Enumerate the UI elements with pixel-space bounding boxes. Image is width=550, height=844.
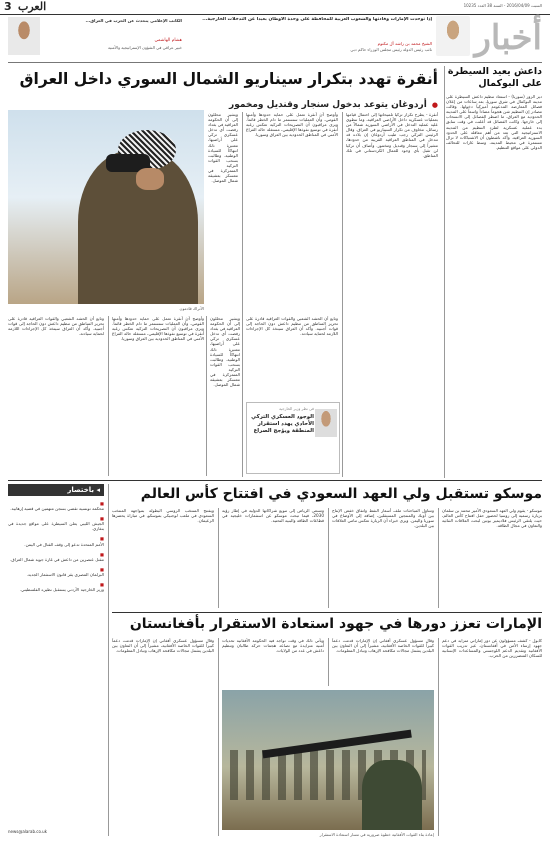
section-title: أخبار — [474, 18, 542, 58]
main-subheadline: أردوغان يتوعد بدخول سنجار وقنديل ومخمور — [229, 100, 427, 110]
newspaper-logo: العرب — [18, 0, 47, 13]
brief-column — [8, 484, 104, 836]
brief-item — [8, 567, 104, 577]
uae-col-rule-2 — [328, 638, 329, 686]
brief-item-text: الأمم المتحدة تدعو إلى وقف القتال في اليمن. — [24, 541, 104, 547]
main-col-rule-1 — [342, 112, 343, 477]
brief-title — [8, 484, 104, 496]
uae-body-col3: ويأتي ذلك في وقت تواجه فيه الحكومة الأفغانية تحديات أمنية متزايدة مع تصاعد هجمات حركة طالبان وتنظيم داعش في عدد من الولايات. — [222, 638, 324, 654]
main-headline: أنقرة تهدد بتكرار سيناريو الشمال السوري داخل العراق — [19, 70, 438, 88]
main-body-col6: ويشير محللون إلى أن الحكومة العراقية في بغداد رفضت أي تدخل عسكري تركي على أراضيها، معتبرة ذلك انتهاكاً للسيادة الوطنية. وطالبت بسحب القوات التركية المتمركزة في معسكر بعشيقة شمال الموصل. — [210, 316, 240, 388]
main-body-col1: أنقرة - يطرح تكرار تركيا تلميحاتها إلى احتمال قيامها بعمليات عسكرية داخل الأراضي العراقية، وما تنطوي عليه عملية التدخل في الأراضي السورية شمالاً من رسائل، مخاوف من تكرار السيناريو في العراق. وقال الرئيس التركي رجب طيب أردوغان إن بلاده قد تتدخل في المناطق العراقية القريبة من حدودها، مشيراً إلى سنجار وقنديل ومخمور. وأضاف أن تركيا لن تقبل بأي وجود للعمال الكردستاني في تلك المناطق. — [346, 112, 438, 158]
main-photo — [8, 110, 204, 304]
uae-col-rule-1 — [438, 638, 439, 836]
soldier-face — [136, 168, 164, 190]
gunner-figure — [362, 760, 422, 830]
brief-bullet-icon: ■ — [100, 501, 104, 506]
main-col-rule-4 — [206, 316, 207, 476]
page-number: 3 — [4, 0, 12, 13]
uae-body-col4: وقال مسؤول عسكري أفغاني إن الإمارات قدمت دعماً كبيراً للقوات الخاصة الأفغانية، مشيراً إلى أن التعاون بين البلدين يشمل مجالات مكافحة الإرهاب وتبادل المعلومات. — [112, 638, 214, 654]
brief-bullet-icon: ■ — [100, 582, 104, 588]
uae-body-col2: وقال مسؤول عسكري أفغاني إن الإمارات قدمت دعماً كبيراً للقوات الخاصة الأفغانية، مشيراً إلى أن التعاون بين البلدين يشمل مجالات مكافحة الإرهاب وتبادل المعلومات. — [332, 638, 434, 654]
columnist-portrait — [8, 17, 40, 55]
brief-item-text: محكمة تونسية تقضي بسجن متهمين في قضية إرهابية. — [10, 506, 104, 512]
brief-item — [8, 552, 104, 562]
brief-title-text: باختصار — [67, 486, 95, 494]
date-line: السبت 2016/04/09 - السنة 38 العدد 10235 — [463, 3, 542, 8]
moscow-body-col2: وتتناول المباحثات ملف أسعار النفط واتفاق خفض الإنتاج بين أوبك والمنتجين المستقلين، إضافة إلى الأوضاع في سوريا واليمن. ويرى خبراء أن الزيارة تعكس تنامي العلاقات بين البلدين. — [332, 508, 434, 529]
moscow-col-rule-3 — [218, 508, 219, 608]
brief-item-text: مقتل عنصرين من داعش في غارة جوية شمال العراق. — [10, 556, 104, 562]
brief-item — [8, 501, 104, 511]
brief-item-text: الجيش الليبي يعلن السيطرة على مواقع جديدة في بنغازي. — [8, 521, 104, 532]
masthead-divider — [8, 62, 542, 63]
side-story-headline: داعش يعيد السيطرة على البوكمال — [447, 66, 542, 89]
moscow-body-col4: ويفتتح المنتخب الروسي البطولة بمواجهة المنتخب السعودي في ملعب لوجنيكي بموسكو، في مباراة يحضرها الزعيمان. — [112, 508, 214, 524]
main-photo-caption: الأتراك قادمون — [179, 306, 204, 311]
main-story-divider — [8, 480, 542, 481]
side-column-rule — [444, 66, 445, 478]
top-columnist-block — [8, 16, 183, 60]
top-quote-author: الشيخ محمد بن راشد آل مكتوم — [377, 41, 432, 46]
uae-col-rule-3 — [218, 638, 219, 836]
moscow-col-rule-1 — [438, 508, 439, 608]
uae-photo-caption: إعادة بناء القوات الأفغانية خطوة ضرورية في مسار استعادة الاستقرار — [319, 832, 434, 837]
brief-item-text: وزير الخارجية الأردني يستقبل نظيره الفلسطيني. — [19, 587, 104, 593]
main-body-col2: وأوضح أن أنقرة تعمل على حماية حدودها وأمنها القومي، وأن العمليات ستستمر ما دام الخطر قائماً. ويرى مراقبون أن التصريحات التركية تعكس رغبة أنقرة في توسيع نفوذها الإقليمي، مستغلة حالة الفراغ الأمني في المناطق الحدودية بين العراق وسوريا. — [246, 112, 338, 138]
columnist-name: هشام الهاشمي — [154, 38, 182, 43]
brief-list — [8, 501, 104, 821]
top-quote-author-title: نائب رئيس الدولة رئيس مجلس الوزراء حاكم دبي — [350, 47, 432, 52]
columnist-quote: الكاتب الإعلامي يتحدث عن الحرب في العراق... — [85, 18, 182, 23]
uae-photo — [222, 690, 434, 830]
columnist-title: خبير عراقي في الشؤون الإستراتيجية والأمنية — [107, 45, 182, 50]
side-story — [446, 66, 542, 478]
inset-quote-label: في نظر وزير الخارجية — [279, 406, 314, 411]
top-quote-text: إذا توحدت الإمارات وقادتها والشعوب العربية للمحافظة على وحدة الأوطان بعيداً عن التدخلات الخارجية... — [202, 17, 432, 22]
brief-item — [8, 582, 104, 592]
uae-body-col1: كابول - كشف مسؤولون عن دور إماراتي متزايد في دعم جهود إرساء الأمن في أفغانستان، عبر تدريب القوات الأفغانية وتقديم الدعم اللوجستي والمساعدات الإنسانية للسكان المتضررين من الحرب. — [442, 638, 542, 659]
subheadline-bullet-icon: ● — [431, 101, 438, 109]
brief-item — [8, 536, 104, 546]
moscow-divider — [112, 612, 542, 613]
brief-item-text: البرلمان المصري يقر قانون الاستثمار الجديد. — [26, 571, 104, 577]
brief-bullet-icon: ■ — [100, 551, 104, 557]
moscow-body-col1: موسكو - يقوم ولي العهد السعودي الأمير محمد بن سلمان بزيارة رسمية إلى روسيا لحضور حفل افتتاح كأس العالم، حيث يلتقي الرئيس فلاديمير بوتين لبحث العلاقات الثنائية والتعاون في مجال الطاقة. — [442, 508, 542, 529]
main-body-col7: وتابع أن الحشد الشعبي والقوات العراقية قادرة على تحرير المناطق من تنظيم داعش دون الحاجة إلى قوات أجنبية. وأكد أن العراق سيتخذ كل الإجراءات اللازمة لحماية سيادته. — [246, 316, 338, 337]
inset-quote-box — [246, 402, 340, 474]
main-col-rule-2 — [242, 112, 243, 477]
moscow-headline: موسكو تستقبل ولي العهد السعودي في افتتاح كأس العالم — [140, 486, 542, 502]
uae-headline: الإمارات تعزز دورها في جهود استعادة الاستقرار بأفغانستان — [129, 616, 542, 632]
brief-item — [8, 516, 104, 531]
side-story-body: دير الزور (سوريا) - استعاد تنظيم داعش السيطرة على مدينة البوكمال في شرق سوريا، بعد ساعات من إعلان فصائل المعارضة المدعومة أميركياً دخولها. وقالت مصادر إن التنظيم شن هجوماً مضاداً واسعاً على المدينة الحدودية مع العراق، ما اضطر الفصائل إلى الانسحاب إلى خارجها. وكانت الفصائل قد أعلنت في وقت سابق بدء عملية عسكرية لطرد التنظيم من المدينة الاستراتيجية التي تعد من أهم معاقله على الحدود السورية العراقية. وأكد ناشطون أن الاشتباكات لا تزال مستمرة في محيط المدينة، وسط غارات للتحالف الدولي على مواقع التنظيم. — [446, 94, 542, 150]
brief-bullet-icon: ■ — [100, 566, 104, 572]
brief-email[interactable]: news@alarab.co.uk — [8, 829, 47, 834]
main-body-col3: ويشير محللون إلى أن الحكومة العراقية في بغداد رفضت أي تدخل عسكري تركي على أراضيها، معتبرة ذلك انتهاكاً للسيادة الوطنية. وطالبت بسحب القوات التركية المتمركزة في معسكر بعشيقة شمال الموصل. — [208, 112, 238, 184]
brief-bullet-icon: ■ — [100, 536, 104, 542]
main-col-rule-3 — [108, 316, 109, 476]
moscow-body-col3: وتسعى الرياض إلى تنويع شراكاتها الدولية في إطار رؤية 2030، فيما تبحث موسكو عن استثمارات خليجية في قطاعات الطاقة والبنية التحتية. — [222, 508, 324, 524]
top-quote-block — [190, 16, 470, 60]
brief-arrow-icon: ◂ — [96, 486, 100, 494]
brief-bullet-icon: ■ — [100, 516, 104, 522]
inset-quote-text: الوجود العسكري التركي الأحادي يهدد استقرار المنطقة ويؤجج الصراع — [251, 414, 314, 434]
brief-column-rule — [108, 484, 109, 836]
main-subheadline-row — [8, 92, 438, 110]
inset-portrait — [315, 409, 337, 437]
author-portrait — [436, 16, 470, 56]
moscow-col-rule-2 — [328, 508, 329, 608]
main-body-col5: وأوضح أن أنقرة تعمل على حماية حدودها وأمنها القومي، وأن العمليات ستستمر ما دام الخطر قائماً. ويرى مراقبون أن التصريحات التركية تعكس رغبة أنقرة في توسيع نفوذها الإقليمي، مستغلة حالة الفراغ الأمني في المناطق الحدودية بين العراق وسوريا. — [112, 316, 204, 342]
main-body-col4: وتابع أن الحشد الشعبي والقوات العراقية قادرة على تحرير المناطق من تنظيم داعش دون الحاجة إلى قوات أجنبية. وأكد أن العراق سيتخذ كل الإجراءات اللازمة لحماية سيادته. — [8, 316, 104, 337]
